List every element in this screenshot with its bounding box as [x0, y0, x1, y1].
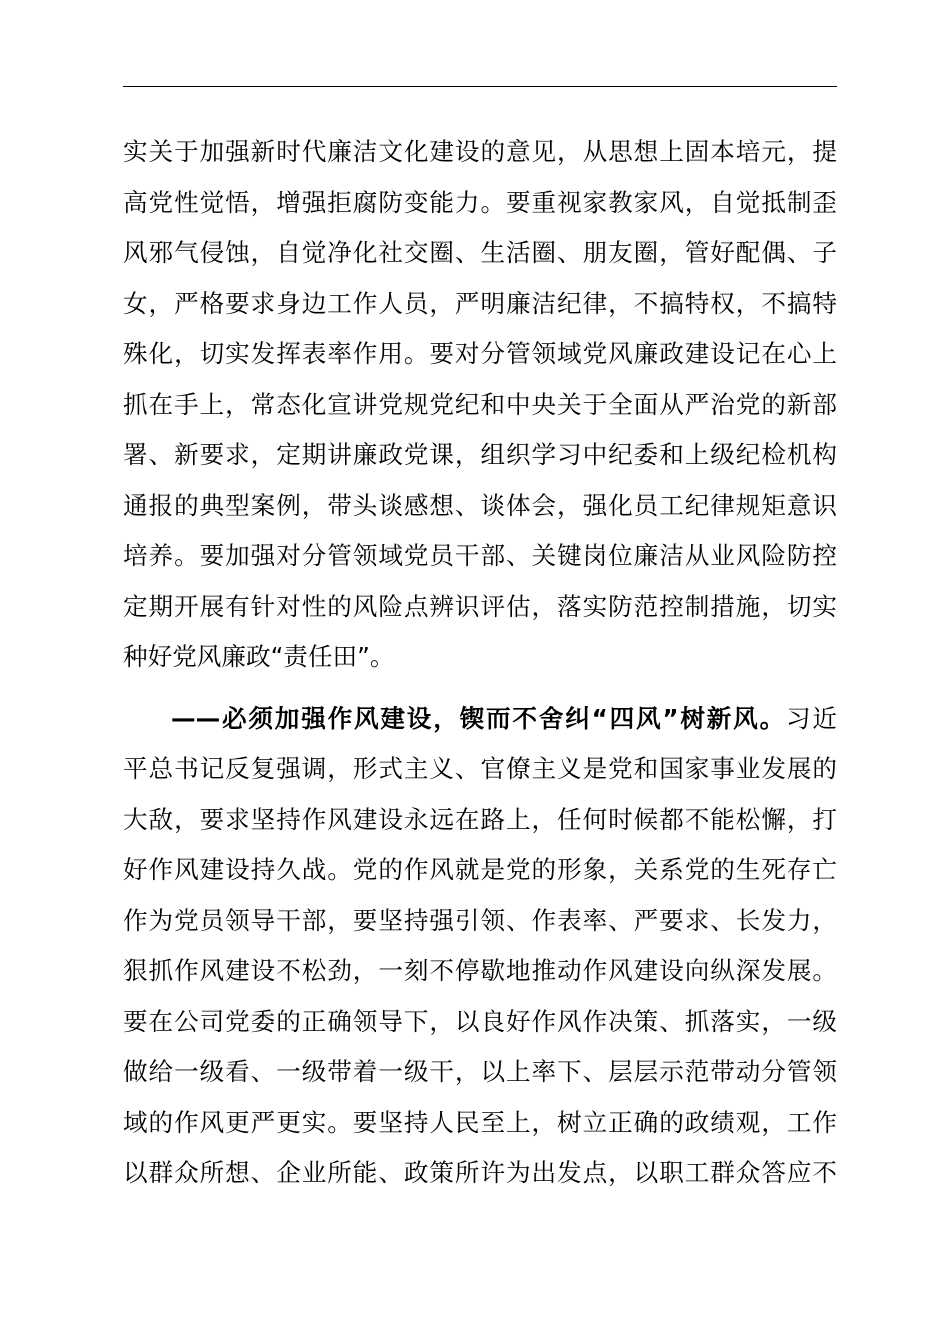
body-line: 狠抓作风建设不松劲，一刻不停歇地推动作风建设向纵深发展。 — [123, 956, 837, 985]
body-line: 域的作风更严更实。要坚持人民至上，树立正确的政绩观，工作 — [123, 1107, 837, 1137]
body-line: 以群众所想、企业所能、政策所许为出发点，以职工群众答应不 — [123, 1158, 837, 1187]
body-line: 定期开展有针对性的风险点辨识评估，落实防范控制措施，切实 — [123, 591, 837, 621]
body-line: 培养。要加强对分管领域党员干部、关键岗位廉洁从业风险防控 — [123, 541, 837, 570]
document-body — [123, 127, 837, 1199]
body-line: 高党性觉悟，增强拒腐防变能力。要重视家教家风，自觉抵制歪 — [123, 187, 837, 217]
body-line: 平总书记反复强调，形式主义、官僚主义是党和国家事业发展的 — [123, 754, 837, 783]
body-line: 做给一级看、一级带着一级干，以上率下、层层示范带动分管领 — [123, 1057, 837, 1086]
body-line: 通报的典型案例，带头谈感想、谈体会，强化员工纪律规矩意识 — [123, 490, 837, 520]
body-line: 实关于加强新时代廉洁文化建设的意见，从思想上固本培元，提 — [123, 137, 837, 166]
body-line: 署、新要求，定期讲廉政党课，组织学习中纪委和上级纪检机构 — [123, 440, 837, 469]
body-line: 种好党风廉政“责任田”。 — [123, 642, 395, 671]
header-rule — [123, 86, 837, 87]
body-line: 风邪气侵蚀，自觉净化社交圈、生活圈、朋友圈，管好配偶、子 — [123, 238, 837, 267]
section-heading-line — [123, 694, 837, 745]
body-line: 大敌，要求坚持作风建设永远在路上，任何时候都不能松懈，打 — [123, 804, 837, 834]
body-line: 好作风建设持久战。党的作风就是党的形象，关系党的生死存亡 — [123, 855, 837, 884]
body-line: 抓在手上，常态化宣讲党规党纪和中央关于全面从严治党的新部 — [123, 389, 837, 419]
paragraph-gap — [123, 683, 837, 694]
body-line: 殊化，切实发挥表率作用。要对分管领域党风廉政建设记在心上 — [123, 339, 837, 368]
heading-tail-text: 习近 — [785, 703, 837, 733]
body-line: 要在公司党委的正确领导下，以良好作风作决策、抓落实，一级 — [123, 1006, 837, 1036]
body-line: 女，严格要求身边工作人员，严明廉洁纪律，不搞特权，不搞特 — [123, 288, 837, 318]
body-line: 作为党员领导干部，要坚持强引领、作表率、严要求、长发力， — [123, 905, 837, 935]
section-heading: ——必须加强作风建设，锲而不舍纠“四风”树新风。 — [171, 703, 786, 733]
